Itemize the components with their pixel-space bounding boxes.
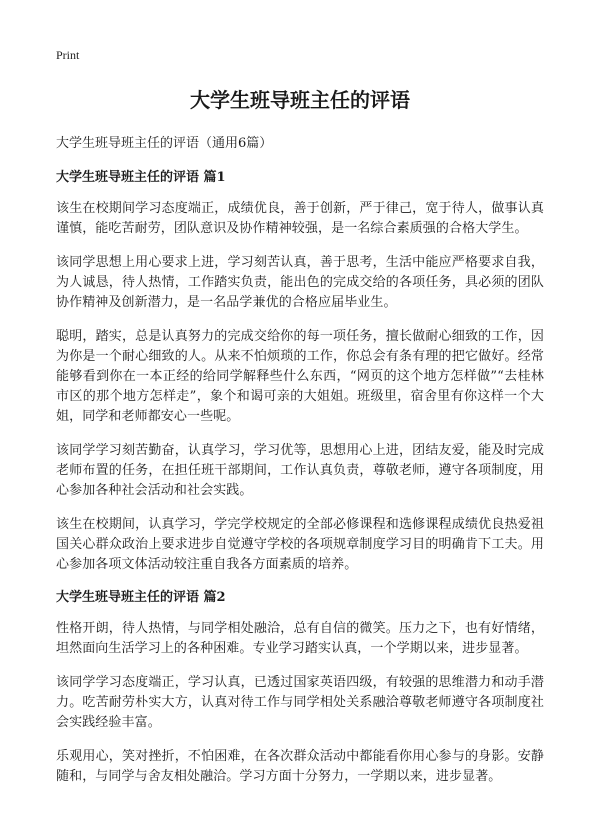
document-subtitle: 大学生班导班主任的评语（通用6篇） bbox=[56, 136, 273, 151]
print-link[interactable]: Print bbox=[56, 48, 80, 62]
paragraph: 该同学学习刻苦勤奋，认真学习，学习优等，思想用心上进，团结友爱，能及时完成老师布置的任务，在担任班干部期间，工作认真负责，尊敬老师，遵守各项制度，用心参加各种社会活动和社会实践。 bbox=[56, 443, 544, 498]
paragraph: 该同学学习态度端正，学习认真，已透过国家英语四级，有较强的思维潜力和动手潜力。吃苦耐劳朴实大方，认真对待工作与同学相处关系融洽尊敬老师遵守各项制度社会实践经验丰富。 bbox=[56, 675, 544, 730]
paragraph: 乐观用心，笑对挫折，不怕困难，在各次群众活动中都能看你用心参与的身影。安静随和，与同学与舍友相处融洽。学习方面十分努力，一学期以来，进步显著。 bbox=[56, 749, 544, 784]
paragraph: 该生在校期间，认真学习，学完学校规定的全部必修课程和选修课程成绩优良热爱祖国关心群众政治上要求进步自觉遵守学校的各项规章制度学习目的明确肯下工夫。用心参加各项文体活动较注重自我各方面素质的培养。 bbox=[56, 517, 544, 572]
paragraph: 该同学思想上用心要求上进，学习刻苦认真，善于思考，生活中能应严格要求自我，为人诚恳，待人热情，工作踏实负责，能出色的完成交给的各项任务，具必须的团队协作精神及创新潜力，是一名品学兼优的合格应届毕业生。 bbox=[56, 255, 544, 310]
section-heading-2: 大学生班导班主任的评语 篇2 bbox=[56, 590, 226, 605]
section-heading-1: 大学生班导班主任的评语 篇1 bbox=[56, 170, 226, 185]
page-title: 大学生班导班主任的评语 bbox=[190, 88, 410, 112]
paragraph: 性格开朗，待人热情，与同学相处融洽，总有自信的微笑。压力之下，也有好情绪，坦然面向生活学习上的各种困难。专业学习踏实认真，一个学期以来，进步显著。 bbox=[56, 621, 544, 656]
paragraph: 聪明，踏实，总是认真努力的完成交给你的每一项任务，擅长做耐心细致的工作，因为你是一个耐心细致的人。从来不怕烦琐的工作，你总会有条有理的把它做好。经常能够看到你在一本正经的给同学解释些什么东西，“网页的这个地方怎样做”“去桂林市区的那个地方怎样走”，象个和谒可亲的大姐姐。班级里，宿舍里有你这样一个大姐，同学和老师都安心一些呢。 bbox=[56, 329, 544, 424]
paragraph: 该生在校期间学习态度端正，成绩优良，善于创新，严于律己，宽于待人，做事认真谨慎，能吃苦耐劳，团队意识及协作精神较强，是一名综合素质强的合格大学生。 bbox=[56, 201, 544, 236]
